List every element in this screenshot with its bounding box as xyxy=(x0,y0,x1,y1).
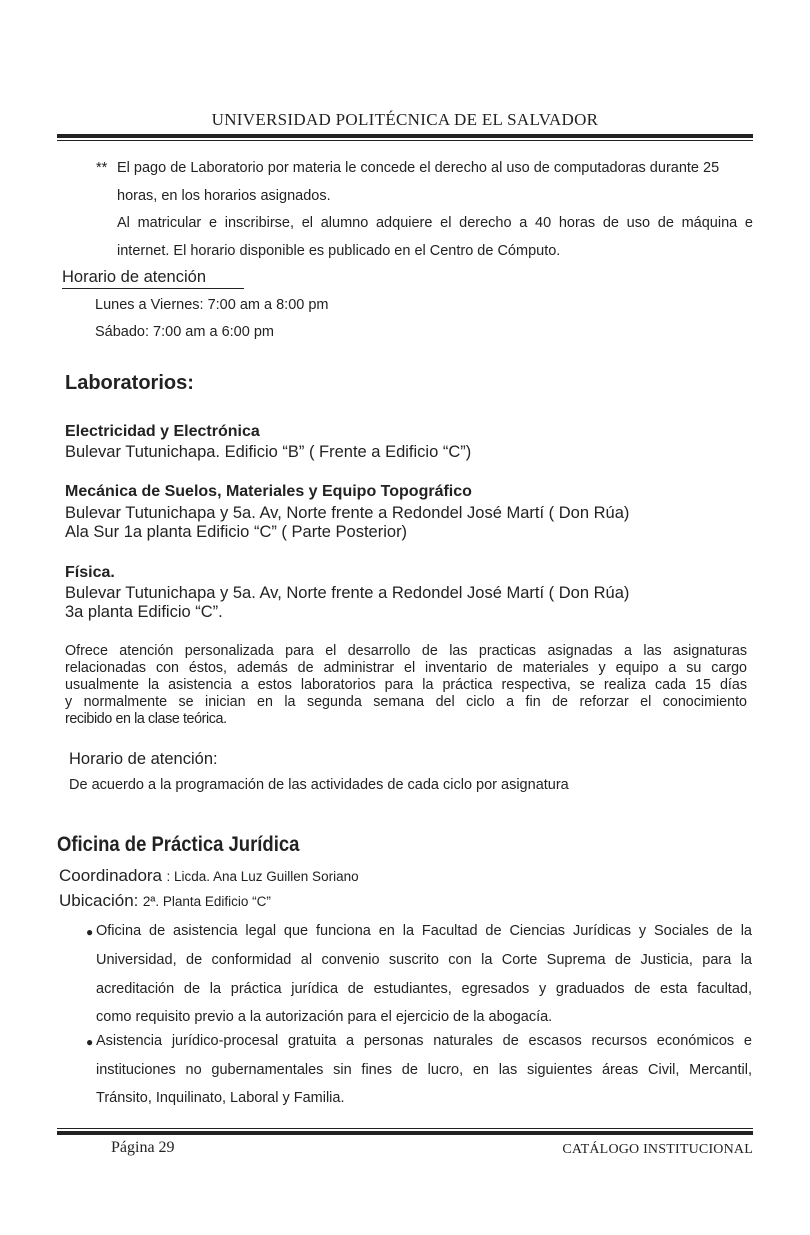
labs-hours-text: De acuerdo a la programación de las actividades de cada ciclo por asignatura xyxy=(69,777,569,793)
office-location xyxy=(59,890,271,913)
lab-address-line: Bulevar Tutunichapa y 5a. Av, Norte frente a Redondel José Martí ( Don Rúa) xyxy=(65,584,630,602)
lab-name-fisica: Física. xyxy=(65,564,115,581)
office-coordinator xyxy=(59,865,359,888)
note-para2-line-2: internet. El horario disponible es publicado en el Centro de Cómputo. xyxy=(117,243,561,259)
note-line-1: El pago de Laboratorio por materia le concede el derecho al uso de computadoras durante 25 xyxy=(117,160,720,176)
labs-description-line: y normalmente se inician en la segunda semana del ciclo a fin de reforzar el conocimiento xyxy=(65,694,747,710)
page-header-title: UNIVERSIDAD POLITÉCNICA DE EL SALVADOR xyxy=(211,110,599,129)
labs-description-line: Ofrece atención personalizada para el desarrollo de las practicas asignadas a las asignaturas xyxy=(65,643,747,659)
office-bullet-line: instituciones no gubernamentales sin fines de lucro, en las siguientes áreas Civil, Mercantil, xyxy=(96,1062,752,1078)
note-line-2: horas, en los horarios asignados. xyxy=(117,188,331,204)
bullet-icon: ● xyxy=(86,925,94,939)
hours-heading: Horario de atención xyxy=(62,266,244,289)
lab-address-line: Ala Sur 1a planta Edificio “C” ( Parte Posterior) xyxy=(65,523,408,541)
footer-rule-thin xyxy=(57,1128,753,1129)
lab-address-line: Bulevar Tutunichapa. Edificio “B” ( Frente a Edificio “C”) xyxy=(65,443,472,461)
labs-description-line: recibido en la clase teórica. xyxy=(65,711,227,727)
lab-name-mecanica: Mecánica de Suelos, Materiales y Equipo Topográfico xyxy=(65,483,472,500)
labs-hours-heading: Horario de atención: xyxy=(69,750,218,768)
hours-weekday: Lunes a Viernes: 7:00 am a 8:00 pm xyxy=(95,297,329,313)
office-bullet-line: Universidad, de conformidad al convenio suscrito con la Corte Suprema de Justicia, para la xyxy=(96,952,752,968)
labs-heading: Laboratorios: xyxy=(65,372,194,394)
page-number: Página 29 xyxy=(111,1139,175,1156)
catalog-label: CATÁLOGO INSTITUCIONAL xyxy=(562,1142,753,1157)
bullet-icon: ● xyxy=(86,1035,94,1049)
footer-rule xyxy=(57,1131,753,1135)
coordinator-label: Coordinadora xyxy=(59,866,163,885)
office-heading: Oficina de Práctica Jurídica xyxy=(57,833,300,856)
note-para2-line-1: Al matricular e inscribirse, el alumno adquiere el derecho a 40 horas de uso de máquina e xyxy=(117,215,753,231)
lab-address-line: 3a planta Edificio “C”. xyxy=(65,603,223,621)
office-bullet-line: Oficina de asistencia legal que funciona en la Facultad de Ciencias Jurídicas y Sociales de la xyxy=(96,923,752,939)
office-bullet-line: como requisito previo a la autorización para el ejercicio de la abogacía. xyxy=(96,1009,553,1025)
labs-description-line: relacionadas con éstos, además de administrar el inventario de materiales y equipo a su cargo xyxy=(65,660,747,676)
header-rule-thin xyxy=(57,140,753,141)
note-marker: ** xyxy=(96,160,108,176)
coordinator-value: : Licda. Ana Luz Guillen Soriano xyxy=(166,869,359,884)
location-label: Ubicación: xyxy=(59,891,139,910)
labs-description-line: usualmente la asistencia a estos laboratorios para la práctica respectiva, se realiza cada 15 días xyxy=(65,677,747,693)
office-bullet-line: acreditación de la práctica jurídica de estudiantes, egresados y graduados de esta facultad, xyxy=(96,981,752,997)
lab-name-electricidad: Electricidad y Electrónica xyxy=(65,423,260,440)
lab-address-line: Bulevar Tutunichapa y 5a. Av, Norte frente a Redondel José Martí ( Don Rúa) xyxy=(65,504,630,522)
office-bullet-line: Asistencia jurídico-procesal gratuita a personas naturales de escasos recursos económicos e xyxy=(96,1033,752,1049)
hours-saturday: Sábado: 7:00 am a 6:00 pm xyxy=(95,324,274,340)
header-rule xyxy=(57,134,753,138)
office-bullet-line: Tránsito, Inquilinato, Laboral y Familia. xyxy=(96,1090,345,1106)
location-value: 2ª. Planta Edificio “C” xyxy=(142,894,271,909)
